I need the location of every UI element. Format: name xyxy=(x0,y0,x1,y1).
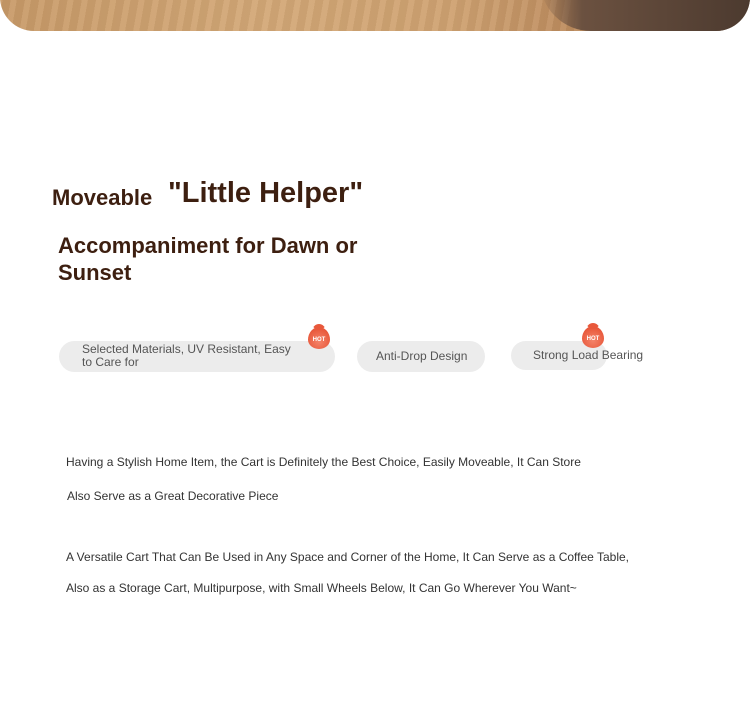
feature-tag-label: Selected Materials, UV Resistant, Easy to Care for xyxy=(82,342,291,369)
description-line: Having a Stylish Home Item, the Cart is Definitely the Best Choice, Easily Moveable, It Can Store xyxy=(66,455,581,469)
description-line: Also Serve as a Great Decorative Piece xyxy=(67,489,279,503)
description-line: A Versatile Cart That Can Be Used in Any Space and Corner of the Home, It Can Serve as a Coffee Table, xyxy=(66,550,629,564)
cart-photo-detail xyxy=(540,0,750,31)
headline-little-helper: "Little Helper" xyxy=(168,177,364,209)
hot-badge-icon: HOT xyxy=(582,326,604,348)
feature-tag-materials xyxy=(59,341,335,372)
feature-tag-anti-drop xyxy=(357,341,485,372)
headline-moveable: Moveable xyxy=(52,185,153,210)
feature-tag-label: Strong Load Bearing xyxy=(533,348,644,362)
headline-accompaniment: Accompaniment for Dawn or Sunset xyxy=(58,233,358,285)
description-line: Also as a Storage Cart, Multipurpose, with Small Wheels Below, It Can Go Wherever You Want~ xyxy=(66,581,577,595)
hot-badge-icon: HOT xyxy=(308,327,330,349)
feature-tag-label: Anti-Drop Design xyxy=(376,349,468,363)
product-photo-banner xyxy=(0,0,750,31)
